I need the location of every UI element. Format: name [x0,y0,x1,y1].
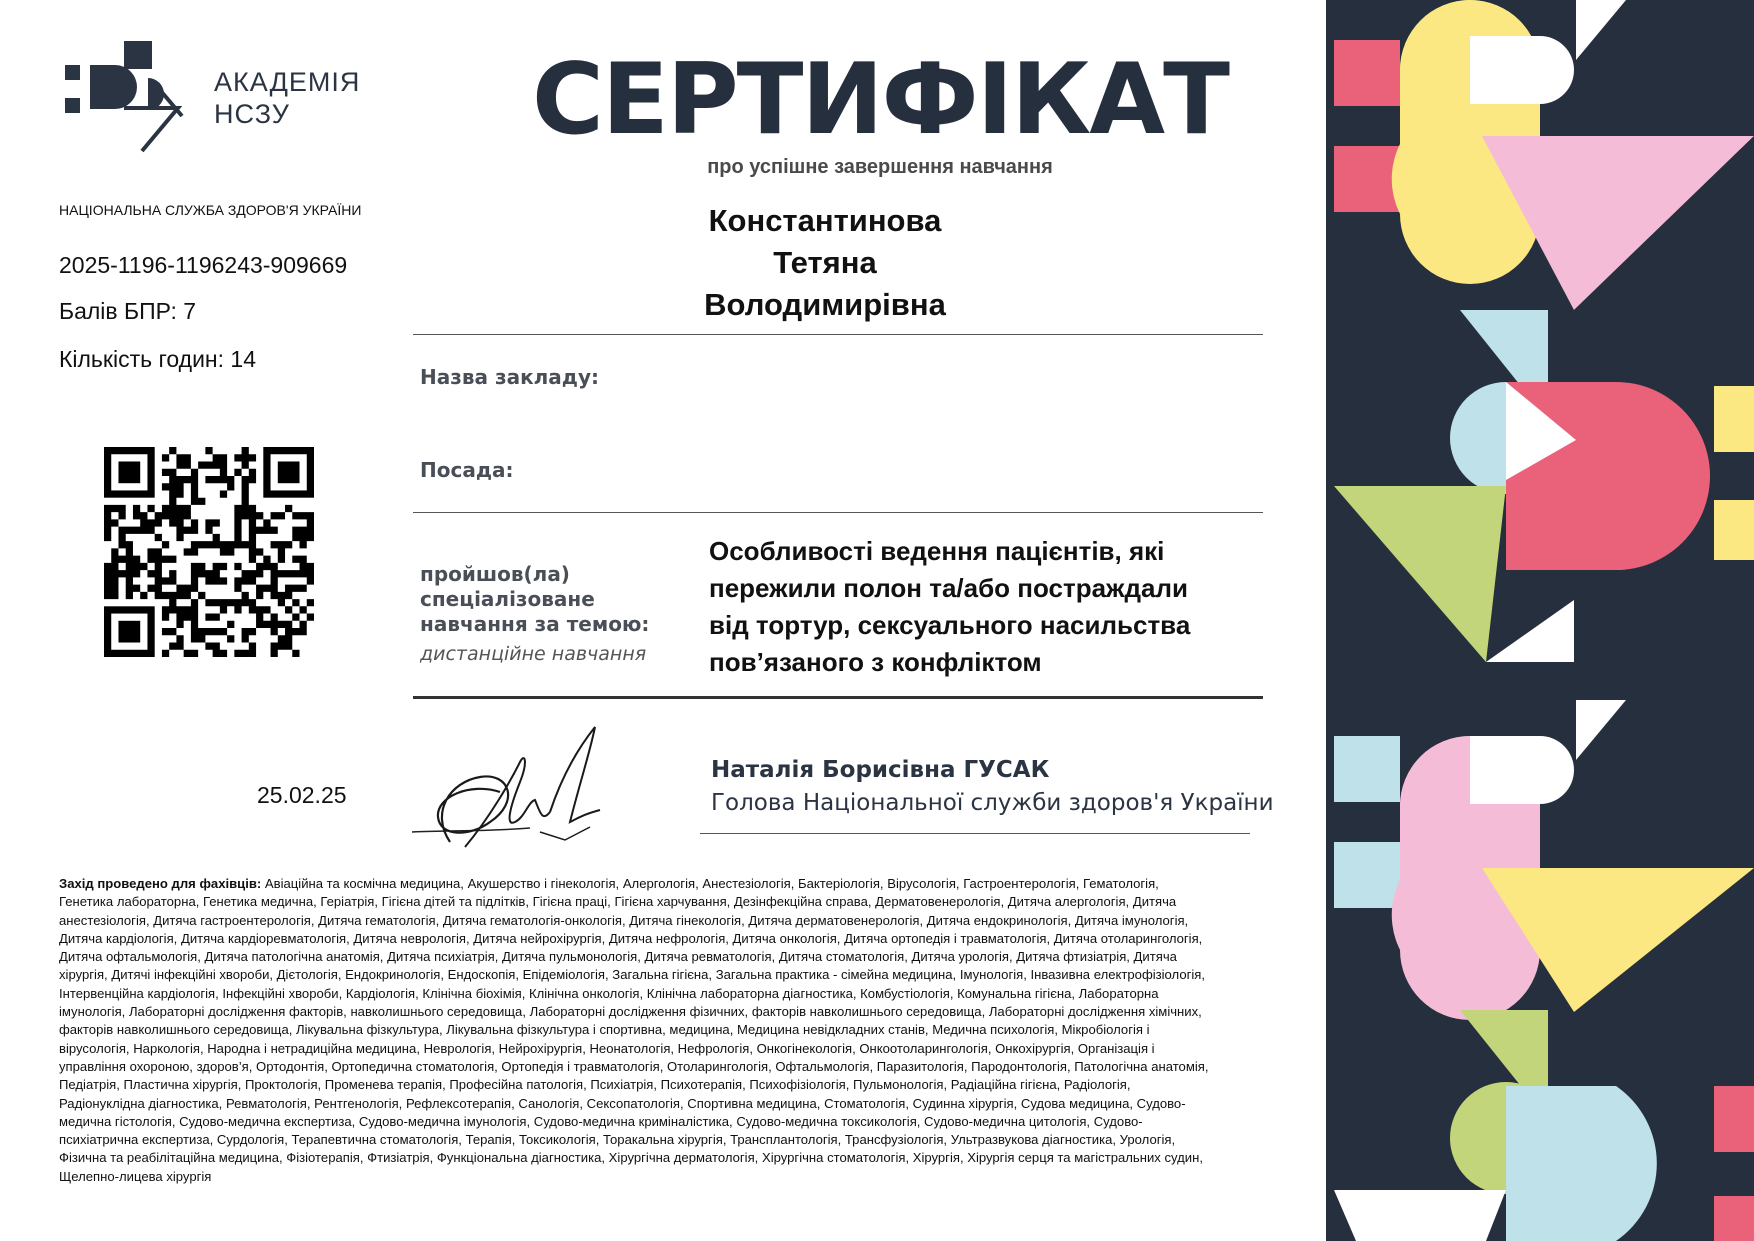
logo-line-2: НСЗУ [214,99,290,129]
specialties-line: анестезіологія, Дитяча гастроентерологія, Дитяча гематологія, Дитяча гематологія-онкологія, Дитяча гінекологія, Дитяча дерматовенерологія, Дитяча ендокринологія, Дитяча імунологія, [59,912,1189,928]
institution-label: Назва закладу: [420,365,599,389]
bpr-points: Балів БПР: 7 [59,298,197,324]
certificate-subtitle: про успішне завершення навчання [707,156,1053,178]
specialties-line: вірусологія, Наркологія, Народна і нетрадиційна медицина, Неврологія, Нейрохірургія, Неонатологія, Нефрологія, Онкогінекологія, Онкоотоларингологія, Онкохірургія, Організація і [59,1040,1155,1056]
specialties-line: хірургія, Дитячі інфекційні хвороби, Дієтологія, Ендокринологія, Ендоскопія, Епідеміологія, Загальна гігієна, Загальна практика - сімейна медицина, Імунологія, Інвазивна електрофізіологія, [59,967,1206,983]
recipient-surname: Константинова [708,203,942,238]
topic-line-2: пережили полон та/або постраждали [709,573,1188,603]
qr-finder-pattern [104,606,155,657]
passed-label-line-1: пройшов(ла) [420,562,570,586]
position-label: Посада: [420,458,514,482]
topic-line-1: Особливості ведення пацієнтів, які [709,536,1165,566]
specialties-line: Захід проведено для фахівців: Авіаційна та космічна медицина, Акушерство і гінекологія, Алергологія, Анестезіологія, Бактеріологія, Вірусологія, Гастроентерологія, Гематологія, [59,876,1159,891]
qr-finder-pattern [263,447,314,498]
specialties-line: Фізична та реабілітаційна медицина, Фізіотерапія, Фтизіатрія, Функціональна діагностика, Хірургічна дерматологія, Хірургічна стоматологія, Хірургія, Хірургія серця та магістральних судин, [59,1150,1203,1166]
topic-line-3: від тортур, сексуального насильства [709,610,1191,640]
divider [413,334,1263,335]
signature-line [700,833,1250,834]
specialties-label: Захід проведено для фахівців: [59,876,262,891]
training-topic [709,533,1269,681]
recipient-first-name: Тетяна [773,245,877,280]
passed-training-label [420,562,680,637]
passed-label-line-3: навчання за темою: [420,612,650,636]
divider-thick [413,696,1263,699]
organization-name: НАЦІОНАЛЬНА СЛУЖБА ЗДОРОВ'Я УКРАЇНИ [59,202,362,218]
logo-text [214,66,360,130]
training-mode: дистанційне навчання [420,643,647,665]
specialties-line: управління охороною, здоров’я, Ортодонтія, Ортопедична стоматологія, Ортопедія і травматологія, Отоларингологія, Офтальмологія, Паразитологія, Пародонтологія, Патологічна анатомія, [59,1058,1209,1074]
logo-line-1: АКАДЕМІЯ [214,67,361,97]
specialties-line: Інтервенційна кардіологія, Інфекційні хвороби, Кардіологія, Клінічна біохімія, Клінічна онкологія, Клінічна лабораторна діагностика, Комбустіологія, Комунальна гігієна, Лабораторна [59,985,1159,1001]
decorative-pattern-icon [1326,0,1754,1241]
signer-name: Наталія Борисівна ГУСАК [711,757,1050,783]
divider [413,512,1263,513]
specialties-line: Дитяча офтальмологія, Дитяча патологічна анатомія, Дитяча психіатрія, Дитяча пульмонологія, Дитяча ревматологія, Дитяча стоматологія, Дитяча урологія, Дитяча фтизіатрія, Дитяча [59,949,1177,965]
topic-line-4: пов’язаного з конфліктом [709,647,1042,677]
certificate-number: 2025-1196-1196243-909669 [59,252,348,278]
issue-date: 25.02.25 [257,782,347,808]
specialties-line: медична гістологія, Судово-медична експертиза, Судово-медична імунологія, Судово-медична криміналістика, Судово-медична токсикологія, Судово-медична цитологія, Судово- [59,1113,1143,1129]
passed-label-line-2: спеціалізоване [420,587,595,611]
specialties-line: Педіатрія, Пластична хірургія, Проктологія, Променева терапія, Професійна патологія, Психіатрія, Психотерапія, Психофізіологія, Пульмонологія, Радіаційна гігієна, Радіологія, [59,1077,1131,1093]
qr-finder-pattern [104,447,155,498]
hours-count: Кількість годин: 14 [59,346,256,372]
specialties-line: факторів навколишнього середовища, Лікувальна фізкультура, Лікувальна фізкультура і спортивна, медицина, Медицина невідкладних станів, Медична психологія, Мікробіологія і [59,1022,1150,1038]
specialties-line: Дитяча кардіологія, Дитяча кардіоревматологія, Дитяча неврологія, Дитяча нейрохірургія, Дитяча нефрологія, Дитяча онкологія, Дитяча ортопедія і травматологія, Дитяча отоларингологія, [59,930,1203,946]
signer-title: Голова Національної служби здоров'я України [711,790,1274,816]
recipient-name [560,200,1090,326]
signature-icon [410,722,640,862]
specialties-line: Щелепно-лицева хірургія [59,1168,212,1184]
specialties-line: Радіонуклідна діагностика, Ревматологія, Рентгенологія, Рефлексотерапія, Санологія, Сексопатологія, Спортивна медицина, Стоматологія, Судинна хірургія, Судова медицина, Судово- [59,1095,1186,1111]
specialties-list [59,875,1309,1186]
recipient-patronymic: Володимирівна [704,287,946,322]
qr-code-icon[interactable] [104,447,314,657]
specialties-line: психіатрична експертиза, Сурдологія, Терапевтична стоматологія, Терапія, Токсикологія, Торакальна хірургія, Трансплантологія, Трансфузіологія, Ультразвукова діагностика, Урологія, [59,1132,1176,1148]
specialties-line: імунологія, Лабораторні дослідження факторів, навколишнього середовища, Лабораторні дослідження фізичних, факторів навколишнього середовища, Лабораторні дослідження хімічних, [59,1004,1202,1020]
certificate-title: СЕРТИФІКАТ [531,43,1228,157]
specialties-line: Генетика лабораторна, Генетика медична, Геріатрія, Гігієна дітей та підлітків, Гігієна праці, Гігієна харчування, Дезінфекційна справа, Дерматовенерологія, Дитяча алергологія, Дитяча [59,894,1177,910]
